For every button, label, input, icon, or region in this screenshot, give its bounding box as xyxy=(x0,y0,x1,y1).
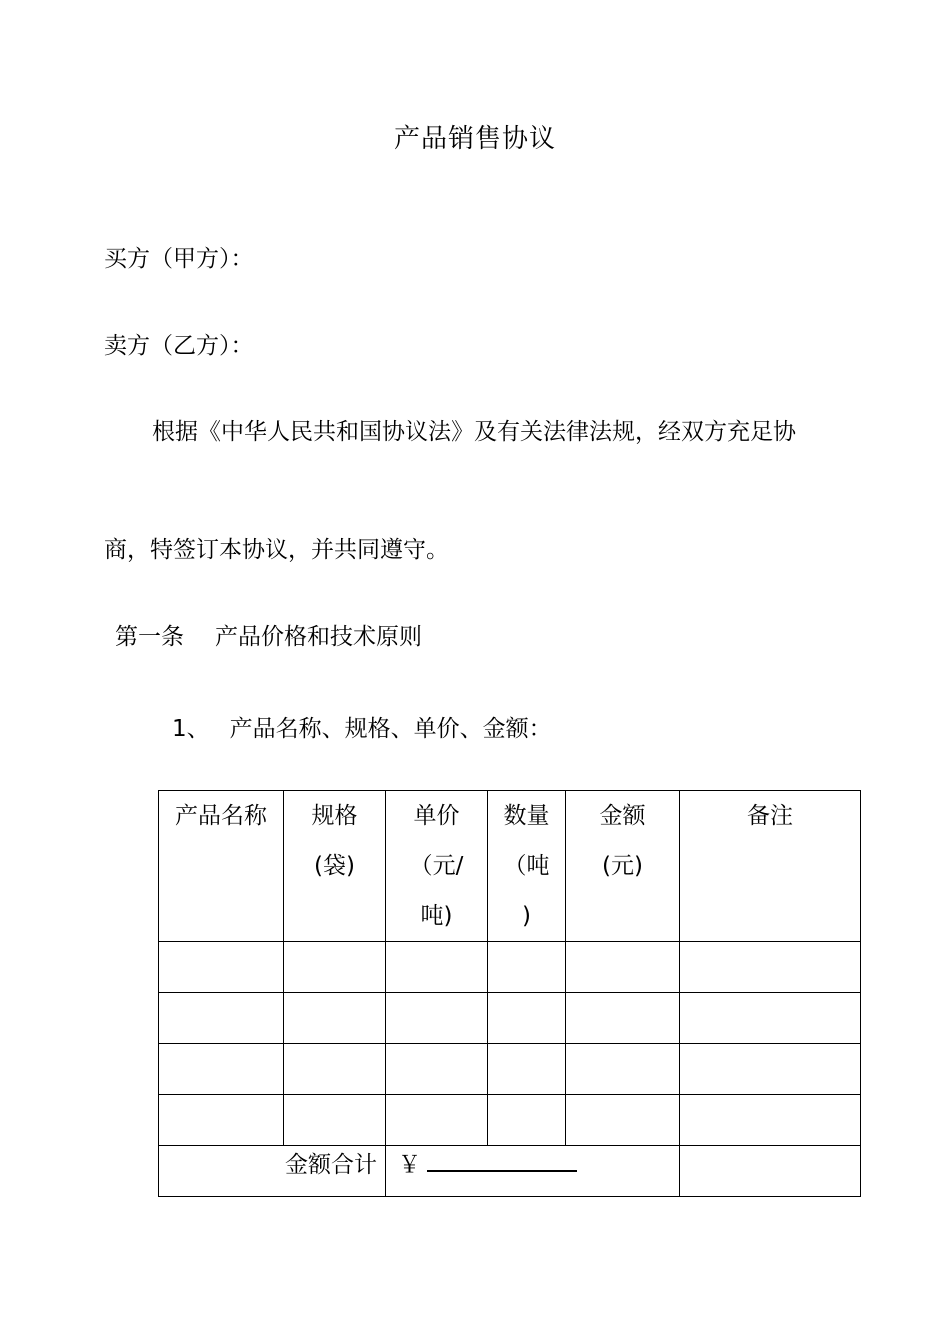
table-cell[interactable] xyxy=(386,1044,488,1095)
table-cell[interactable] xyxy=(566,942,680,993)
currency-symbol: ￥ xyxy=(398,1152,421,1178)
table-row xyxy=(159,942,861,993)
table-cell[interactable] xyxy=(488,942,566,993)
table-row xyxy=(159,1095,861,1146)
header-product-name: 产品名称 xyxy=(159,791,284,942)
table-cell[interactable] xyxy=(284,1044,386,1095)
total-amount-cell xyxy=(386,1146,680,1197)
table-cell[interactable] xyxy=(386,942,488,993)
header-amount: 金额 (元) xyxy=(566,791,680,942)
total-amount-blank[interactable] xyxy=(427,1148,577,1172)
header-remarks: 备注 xyxy=(680,791,861,942)
table-cell[interactable] xyxy=(566,1044,680,1095)
table-cell[interactable] xyxy=(488,1044,566,1095)
table-cell[interactable] xyxy=(488,1095,566,1146)
article-heading xyxy=(115,618,422,651)
table-cell[interactable] xyxy=(680,1095,861,1146)
intro-paragraph-line-2: 商，特签订本协议，并共同遵守。 xyxy=(104,537,449,563)
table-cell[interactable] xyxy=(566,993,680,1044)
product-table xyxy=(158,790,861,1197)
seller-label: 卖方（乙方）： xyxy=(104,333,254,359)
table-cell[interactable] xyxy=(680,1044,861,1095)
table-cell[interactable] xyxy=(159,1095,284,1146)
table-header-row xyxy=(159,791,861,942)
table-cell[interactable] xyxy=(159,993,284,1044)
table-cell[interactable] xyxy=(680,993,861,1044)
table-cell[interactable] xyxy=(680,942,861,993)
table-row xyxy=(159,1044,861,1095)
intro-paragraph-line-1: 根据《中华人民共和国协议法》及有关法律法规，经双方充足协 xyxy=(152,419,796,445)
item-text: 产品名称、规格、单价、金额： xyxy=(229,716,552,742)
table-cell[interactable] xyxy=(488,993,566,1044)
article-number: 第一条 xyxy=(115,624,184,650)
item-number: 1、 xyxy=(172,716,210,742)
item-heading xyxy=(172,710,552,743)
document-title: 产品销售协议 xyxy=(393,124,556,154)
table-row xyxy=(159,993,861,1044)
header-spec: 规格 (袋) xyxy=(284,791,386,942)
table-cell[interactable] xyxy=(284,942,386,993)
buyer-label: 买方（甲方）： xyxy=(104,246,254,272)
table-cell[interactable] xyxy=(159,942,284,993)
table-cell[interactable] xyxy=(566,1095,680,1146)
table-cell[interactable] xyxy=(386,993,488,1044)
header-quantity: 数量 （吨 ) xyxy=(488,791,566,942)
table-cell[interactable] xyxy=(284,993,386,1044)
article-title: 产品价格和技术原则 xyxy=(215,624,422,650)
table-cell[interactable] xyxy=(386,1095,488,1146)
table-cell[interactable] xyxy=(284,1095,386,1146)
total-label: 金额合计 xyxy=(159,1146,386,1197)
total-remarks-cell[interactable] xyxy=(680,1146,861,1197)
total-row xyxy=(159,1146,861,1197)
header-unit-price: 单价 （元/ 吨) xyxy=(386,791,488,942)
table-cell[interactable] xyxy=(159,1044,284,1095)
